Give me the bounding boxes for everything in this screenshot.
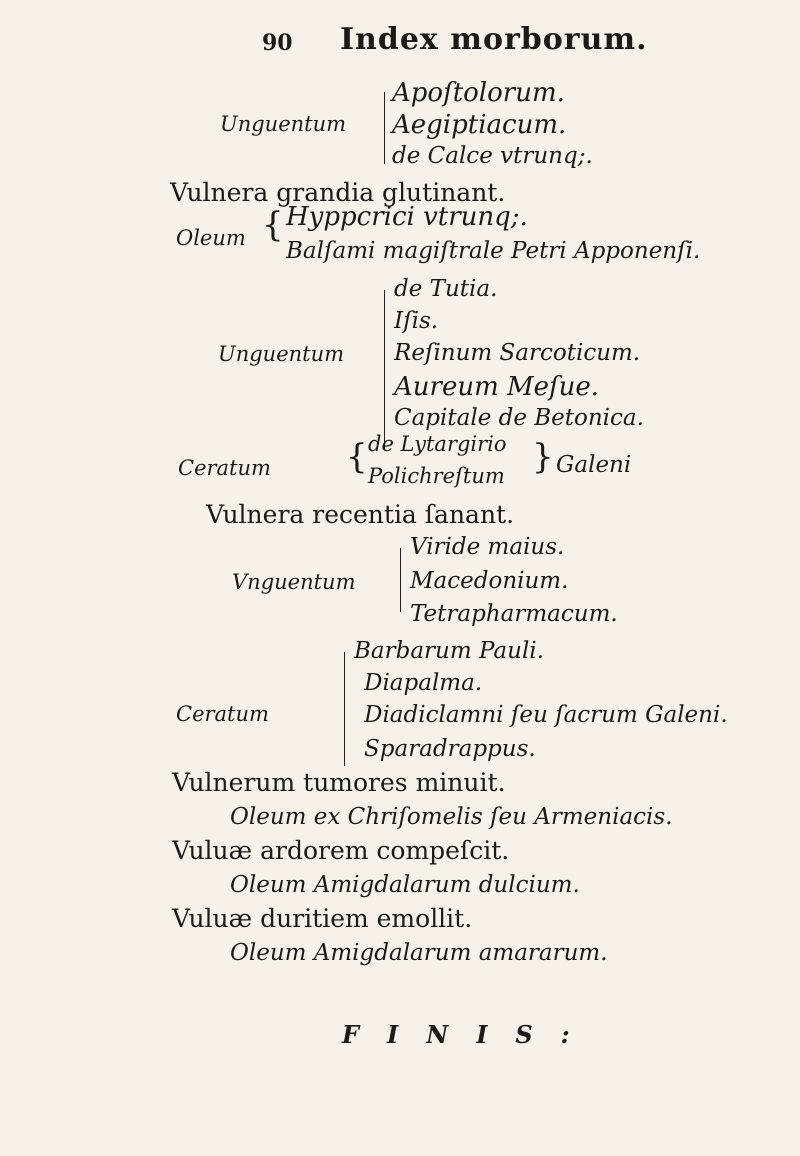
brace: { <box>262 205 284 245</box>
bracket <box>384 290 385 450</box>
section-heading: Vulnera recentia ſanant. <box>206 500 515 529</box>
item: Reſinum Sarcoticum. <box>394 340 641 366</box>
bracket <box>400 548 401 612</box>
list-item: Oleum Amigdalarum amararum. <box>230 940 608 966</box>
entry-label: Unguentum <box>220 112 347 136</box>
entry-label: Unguentum <box>218 342 345 366</box>
item: Barbarum Pauli. <box>354 638 544 664</box>
bracket <box>344 652 345 766</box>
item: Sparadrappus. <box>364 736 536 762</box>
section-heading: Vulnera grandia glutinant. <box>170 178 506 207</box>
list-item: Oleum Amigdalarum dulcium. <box>230 872 580 898</box>
item: Capitale de Betonica. <box>394 405 644 431</box>
entry-label: Ceratum <box>176 702 269 726</box>
item: de Calce vtrunq;. <box>392 143 593 169</box>
item: Aegiptiacum. <box>392 110 567 140</box>
item: de Lytargirio <box>368 432 507 456</box>
brace: { <box>346 437 368 477</box>
item: Iſis. <box>394 308 439 334</box>
item: Aureum Meſue. <box>394 372 600 402</box>
finis: FINIS: <box>342 1020 598 1049</box>
page-title: Index morborum. <box>340 22 648 57</box>
bracket <box>384 92 385 164</box>
item: de Tutia. <box>394 276 498 302</box>
item: Balſami magiſtrale Petri Apponenſi. <box>286 238 701 264</box>
item: Apoſtolorum. <box>392 78 565 108</box>
item: Macedonium. <box>410 568 569 594</box>
entry-suffix: Galeni <box>556 452 632 478</box>
brace: } <box>532 437 554 477</box>
item: Diapalma. <box>364 670 483 696</box>
page-number: 90 <box>262 30 293 56</box>
item: Diadiclamni ſeu ſacrum Galeni. <box>364 702 728 728</box>
section-heading: Vuluæ ardorem compeſcit. <box>172 836 510 865</box>
entry-label: Oleum <box>176 226 246 250</box>
entry-label: Ceratum <box>178 456 271 480</box>
item: Tetrapharmacum. <box>410 601 618 627</box>
entry-label: Vnguentum <box>232 570 356 594</box>
item: Viride maius. <box>410 534 565 560</box>
section-heading: Vulnerum tumores minuit. <box>172 768 506 797</box>
section-heading: Vuluæ duritiem emollit. <box>172 904 473 933</box>
list-item: Oleum ex Chriſomelis ſeu Armeniacis. <box>230 804 673 830</box>
item: Hyppcrici vtrunq;. <box>286 202 528 232</box>
item: Polichreſtum <box>368 464 505 488</box>
